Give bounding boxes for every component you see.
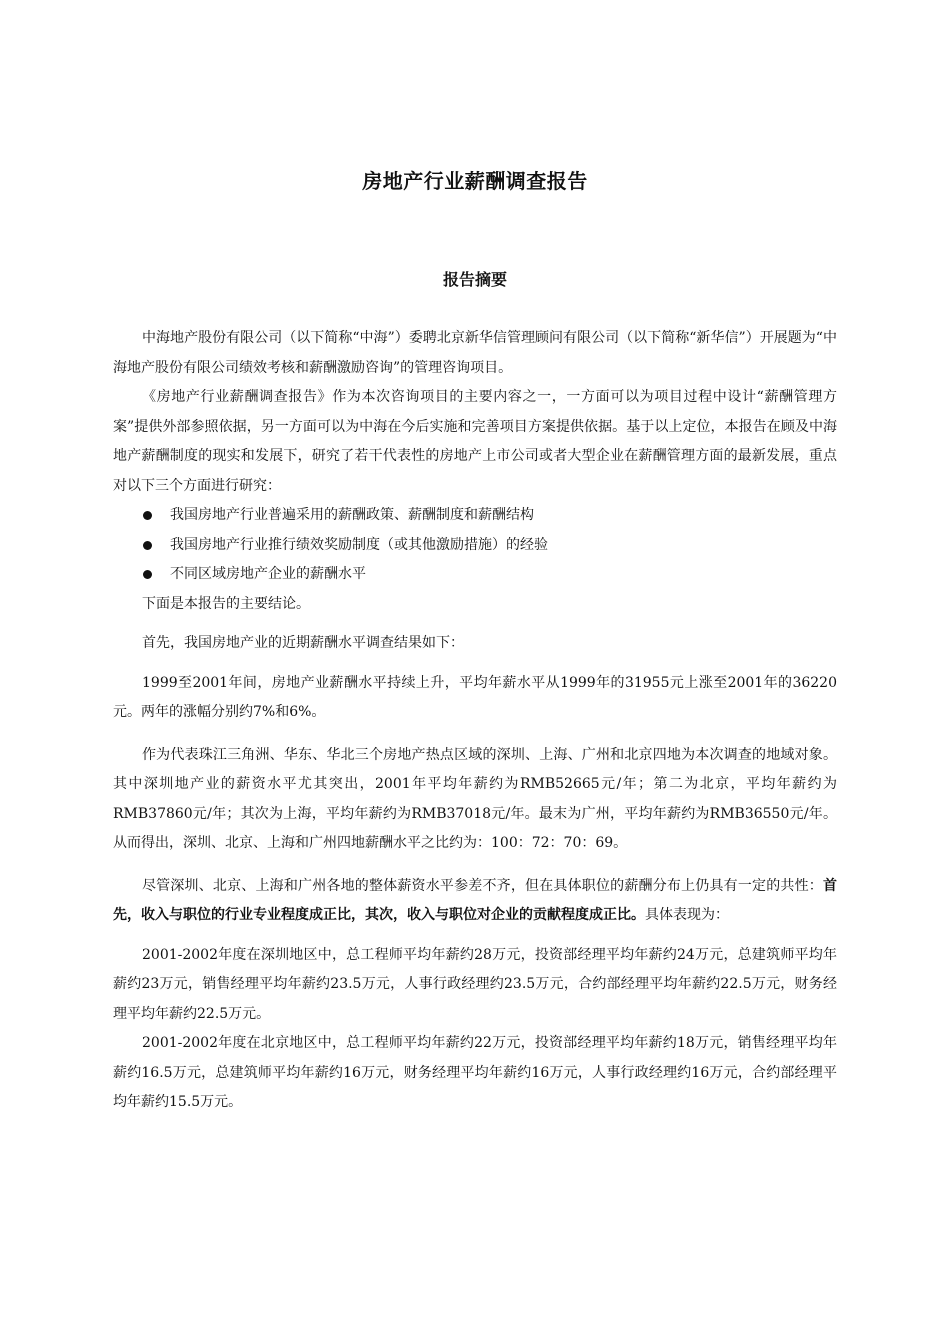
list-item-text: 不同区域房地产企业的薪酬水平 (170, 566, 366, 582)
list-item (113, 560, 837, 590)
document-title: 房地产行业薪酬调查报告 (362, 169, 588, 193)
list-item-text: 我国房地产行业推行绩效奖励制度（或其他激励措施）的经验 (170, 536, 548, 553)
commonality-paragraph (113, 872, 837, 931)
shenzhen-salary-paragraph: 2001-2002年度在深圳地区中，总工程师平均年薪约28万元，投资部经理平均年薪约24万元，总建筑师平均年薪约23万元，销售经理平均年薪约23.5万元，人事行政经理约23.5万元，合约部经理平均年薪约22.5万元，财务经理平均年薪约22.5万元。 (113, 946, 837, 1022)
commonality-lead: 尽管深圳、北京、上海和广州各地的整体薪资水平参差不齐，但在具体职位的薪酬分布上仍具有一定的共性： (142, 877, 823, 894)
regional-comparison-paragraph: 作为代表珠江三角洲、华东、华北三个房地产热点区域的深圳、上海、广州和北京四地为本次调查的地域对象。其中深圳地产业的薪资水平尤其突出，2001年平均年薪约为RMB52665元/年；第二为北京，平均年薪约为RMB37860元/年；其次为上海，平均年薪约为RMB37018元/年。最末为广州，平均年薪约为RMB36550元/年。从而得出，深圳、北京、上海和广州四地薪酬水平之比约为：100：72：70：69。 (113, 746, 837, 851)
conclusion-intro: 下面是本报告的主要结论。 (142, 595, 310, 612)
intro-paragraph-1: 中海地产股份有限公司（以下简称“中海”）委聘北京新华信管理顾问有限公司（以下简称“新华信”）开展题为“中海地产股份有限公司绩效考核和薪酬激励咨询”的管理咨询项目。 (113, 330, 837, 376)
bullet-icon (143, 511, 152, 520)
summary-heading: 报告摘要 (442, 270, 507, 289)
research-focus-list (113, 501, 837, 590)
bullet-icon (143, 541, 152, 550)
list-item (113, 531, 837, 561)
list-item (113, 501, 837, 531)
commonality-tail: 具体表现为： (645, 907, 729, 923)
beijing-salary-paragraph: 2001-2002年度在北京地区中，总工程师平均年薪约22万元，投资部经理平均年薪约18万元，销售经理平均年薪约16.5万元，总建筑师平均年薪约16万元，财务经理平均年薪约16万元，人事行政经理约16万元，合约部经理平均年薪约15.5万元。 (113, 1035, 837, 1110)
intro-paragraph-2: 《房地产行业薪酬调查报告》作为本次咨询项目的主要内容之一，一方面可以为项目过程中设计“薪酬管理方案”提供外部参照依据，另一方面可以为中海在今后实施和完善项目方案提供依据。基于以上定位，本报告在顾及中海地产薪酬制度的现实和发展下，研究了若干代表性的房地产上市公司或者大型企业在薪酬管理方面的最新发展，重点对以下三个方面进行研究： (113, 389, 837, 494)
salary-trend-paragraph: 1999至2001年间，房地产业薪酬水平持续上升，平均年薪水平从1999年的31955元上涨至2001年的36220元。两年的涨幅分别约7%和6%。 (113, 674, 837, 720)
list-item-text: 我国房地产行业普遍采用的薪酬政策、薪酬制度和薪酬结构 (170, 507, 534, 523)
first-findings-intro: 首先，我国房地产业的近期薪酬水平调查结果如下： (142, 635, 464, 651)
bullet-icon (143, 570, 152, 579)
document-body (113, 324, 837, 1118)
commonality-key-finding: 首先，收入与职位的行业专业程度成正比，其次，收入与职位对企业的贡献程度成正比。 (113, 877, 837, 923)
